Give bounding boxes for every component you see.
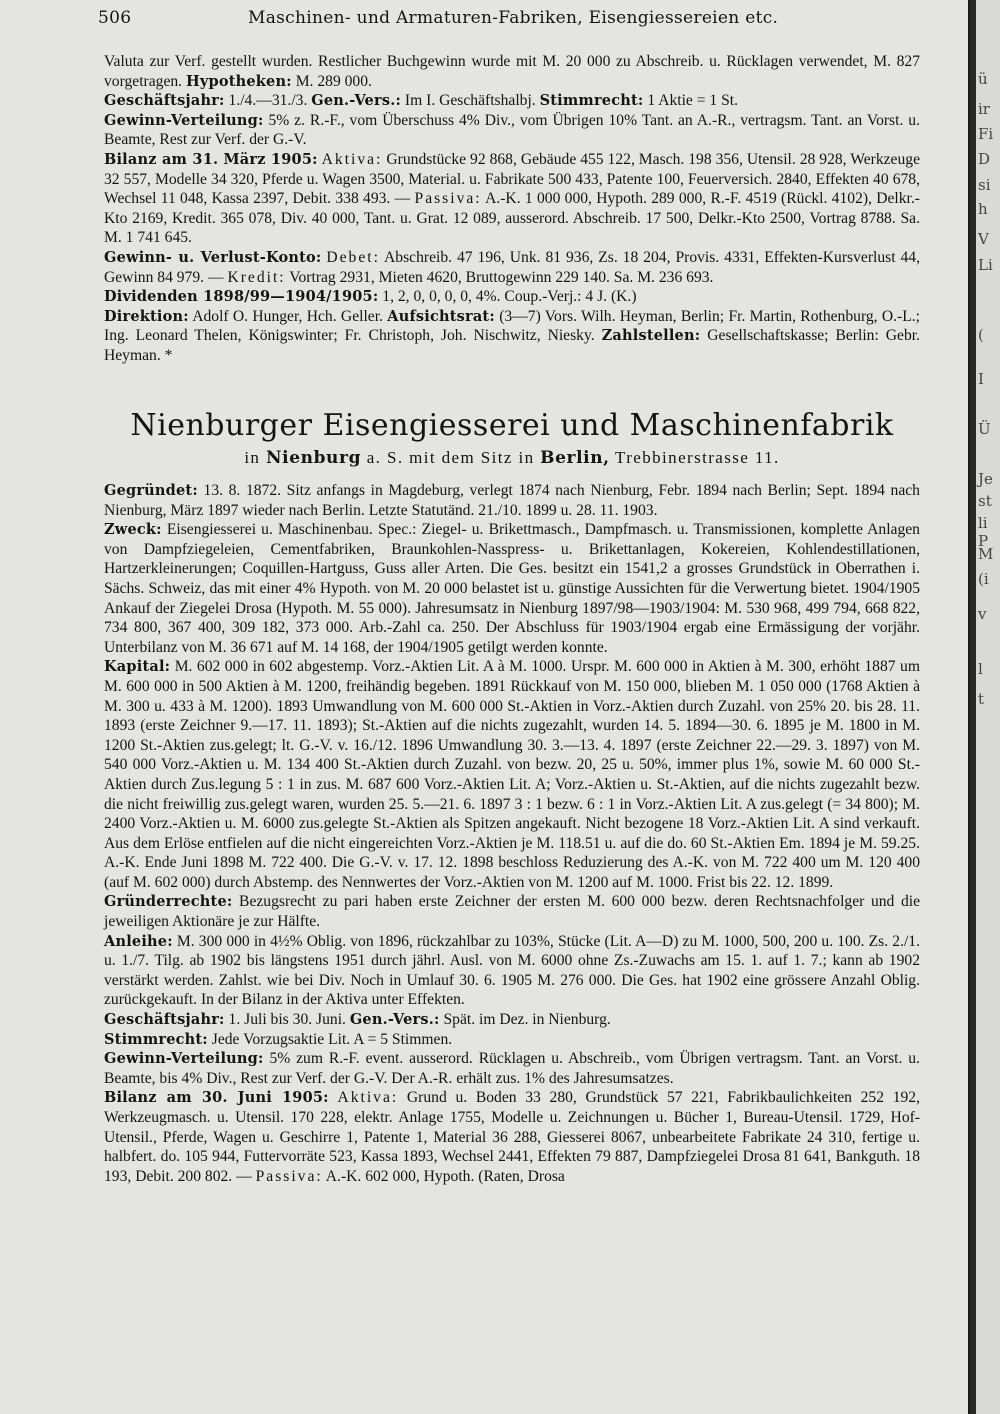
- edge-mark: Je: [978, 470, 993, 488]
- stimmrecht-text: 1 Aktie = 1 St.: [647, 92, 739, 110]
- gen-vers-text: Spät. im Dez. in Nienburg.: [443, 1011, 611, 1029]
- gen-vers-label: Gen.-Vers.:: [311, 92, 401, 110]
- meta-paragraph: [104, 91, 920, 111]
- geschaeftsjahr-text: 1./4.—31./3.: [228, 92, 308, 110]
- zweck-text: Eisengiesserei u. Maschinenbau. Spec.: Ziegel- u. Brikettmasch., Dampfmasch. u. Transmissionen, komplette Anlagen von Dampfziegeleien, Cementfabriken, Braunkohlen-Nasspress- u. Brikettanlagen, Kokereien, Kohlendestillationen, Hartzerkleinerungen; Coquillen-Hartguss, Guss aller Arten. Die Ges. besitzt ein 1541,2 a grosses Grundstück in Oberrathen i. Sächs. Schweiz, das mit einer 4% Hypoth. von M. 20 000 belastet ist u. günstige Aussichten für die Verwertung bietet. 1904/1905 Ankauf der Ziegelei Drosa (Hypoth. M. 55 000). Jahresumsatz in Nienburg 1897/98—1903/1904: M. 530 968, 499 794, 668 822, 734 800, 367 400, 309 182, 373 000. Arb.-Zahl ca. 250. Der Abschluss für 1903/1904 ergab eine Ermässigung der vorjähr. Unterbilanz von M. 36 671 auf M. 14 168, der 1904/1905 getilgt werden konnte.: [104, 521, 920, 656]
- edge-mark: (: [978, 326, 984, 344]
- adjacent-page-strip: [976, 0, 1000, 1414]
- gewinn-text: 5% z. R.-F., vom Überschuss 4% Div., vom Übrigen 10% Tant. an A.-R., vertragsm. Tant. an Vorst. u. Beamte, Rest zur Verf. der G.-V.: [104, 111, 920, 149]
- anleihe-text: M. 300 000 in 4½% Oblig. von 1896, rückzahlbar zu 103%, Stücke (Lit. A—D) zu M. 1000, 500, 200 u. 100. Zs. 2./1. u. 1./7. Tilg. ab 1902 bis längstens 1951 durch jährl. Ausl. von M. 6000 ohne Zs.-Zuwachs am 15. 1. auf 1. 7.; kann ab 1902 verstärkt werden. Zahlst. wie bei Div. Noch in Umlauf 30. 6. 1905 M. 276 000. Die Ges. hat 1902 eine grössere Anzahl Oblig. zurückgekauft. In der Bilanz in der Aktiva unter Effekten.: [104, 932, 920, 1009]
- geschaeftsjahr-label: Geschäftsjahr:: [104, 92, 225, 110]
- kapital-paragraph: [104, 657, 920, 892]
- gegruendet-paragraph: [104, 481, 920, 520]
- running-title: Maschinen- und Armaturen-Fabriken, Eisengiessereien etc.: [248, 8, 779, 28]
- stimmrecht-text: Jede Vorzugsaktie Lit. A = 5 Stimmen.: [211, 1030, 453, 1048]
- subtitle-address: Trebbinerstrasse 11.: [615, 448, 780, 467]
- guv-paragraph: [104, 248, 920, 287]
- aufsichtsrat-label: Aufsichtsrat:: [387, 307, 495, 325]
- passiva-word: Passiva:: [414, 190, 482, 208]
- company-title: Nienburger Eisengiesserei und Maschinenfabrik: [130, 408, 894, 443]
- geschaeftsjahr-label: Geschäftsjahr:: [104, 1011, 225, 1029]
- edge-mark: ü: [978, 70, 988, 88]
- edge-mark: si: [978, 176, 991, 194]
- bilanz-paragraph: [104, 150, 920, 248]
- guv-label: Gewinn- u. Verlust-Konto:: [104, 248, 322, 266]
- edge-mark: Li: [978, 256, 993, 274]
- kredit-text: Vortrag 2931, Mieten 4620, Bruttogewinn 229 140. Sa. M. 236 693.: [289, 268, 714, 286]
- edge-mark: h: [978, 200, 988, 218]
- gen-vers-text: Im I. Geschäftshalbj.: [404, 92, 536, 110]
- intro-paragraph: [104, 52, 920, 91]
- aktiva-text: Grund u. Boden 33 280, Grundstück 57 221, Fabrikbaulichkeiten 252 192, Werkzeugmasch. u. Utensil. 170 228, elektr. Anlage 1755, Modelle u. Zeichnungen u. Bücher 1, Bureau-Utensil. 1729, Hof-Utensil., Pferde, Wagen u. Geschirre 1, Patente 1, Material 36 288, Giesserei 8067, unbearbeitete Fabrikate 24 310, fertige u. halbfert. do. 105 944, Futtervorräte 523, Kassa 1893, Wechsel 2441, Effekten 79 887, Dampfziegelei Drosa 81 641, Bankguth. 18 193, Debit. 200 802. —: [104, 1089, 920, 1185]
- gegruendet-label: Gegründet:: [104, 482, 198, 499]
- subtitle-seat: Berlin,: [540, 448, 610, 468]
- passiva-word: Passiva:: [255, 1167, 323, 1185]
- zweck-label: Zweck:: [104, 521, 162, 539]
- kapital-text: M. 602 000 in 602 abgestemp. Vorz.-Aktien Lit. A à M. 1000. Urspr. M. 600 000 in Aktien à M. 300, erhöht 1887 um M. 600 000 in 500 Aktien à M. 1200, freihändig begeben. 1891 Rückkauf von M. 150 000, blieben M. 1 050 000 (1768 Aktien à M. 300 u. 433 à M. 1200). 1893 Umwandlung von M. 600 000 St.-Aktien in Vorz.-Aktien durch Zuzahl. von 25% 20. bis 28. 11. 1893 (erste Zeichner 9.—17. 11. 1893); St.-Aktien auf die nichts zugezahlt, wurden 14. 5. 1894—30. 6. 1895 je M. 1800 in M. 1200 St.-Aktien zus.gelegt; lt. G.-V. v. 16./12. 1896 Umwandlung 30. 3.—13. 4. 1897 (erste Zeichner 22.—29. 3. 1897) von M. 540 000 Vorz.-Aktien u. M. 134 400 St.-Aktien durch Zuzahl. von bezw. 20, 25 u. 50%, immer plus 1%, sowie M. 60 000 St.-Aktien durch Zus.legung 5 : 1 in zus. M. 687 600 Vorz.-Aktien Lit. A; Vorz.-Aktien u. St.-Aktien, auf die nichts zugezahlt bezw. die nicht freiwillig zus.gelegt waren, wurden 25. 5.—21. 6. 1897 3 : 1 bezw. 6 : 1 in Vorz.-Aktien Lit. A zus.gelegt (= 34 800); M. 2400 Vorz.-Aktien u. M. 6000 zus.gelegte St.-Aktien als Spitzen angekauft. Nicht bezogene 18 Vorz.-Aktien Lit. A sind verkauft. Aus dem Erlöse entfielen auf die nicht eingereichten Vorz.-Aktien je M. 118.51 u. auf die do. 60 St.-Aktien Em. 1894 je M. 59.25. A.-K. Ende Juni 1898 M. 722 400. Die G.-V. v. 17. 12. 1898 beschloss Reduzierung des A.-K. von M. 722 400 um M. 120 400 (auf M. 602 000) durch Abstemp. des Nennwertes der Vorz.-Aktien von M. 1200 auf M. 1000. Frist bis 22. 12. 1899.: [104, 658, 920, 891]
- previous-company-entry: [104, 52, 920, 366]
- subtitle-pre: in: [244, 448, 261, 467]
- gruenderrechte-text: Bezugsrecht zu pari haben erste Zeichner der ersten M. 600 000 bezw. deren Rechtsnachfolger und die jeweiligen Aktionäre je zur Hälfte.: [104, 893, 920, 931]
- stimmrecht-label: Stimmrecht:: [104, 1030, 208, 1048]
- zahlstellen-label: Zahlstellen:: [601, 327, 701, 345]
- direktion-label: Direktion:: [104, 307, 189, 325]
- company-entry: [104, 481, 920, 1186]
- edge-mark: li: [978, 514, 988, 532]
- gewinn-label: Gewinn-Verteilung:: [104, 111, 264, 129]
- zweck-paragraph: [104, 520, 920, 657]
- stimmrecht-paragraph: [104, 1030, 920, 1050]
- bilanz-label: Bilanz am 31. März 1905:: [104, 150, 318, 168]
- edge-mark: t: [978, 690, 985, 708]
- edge-mark: I: [978, 370, 984, 388]
- subtitle-mid: a. S. mit dem Sitz in: [366, 448, 535, 467]
- edge-mark: Fi: [978, 125, 994, 143]
- gruenderrechte-label: Gründerrechte:: [104, 893, 233, 911]
- aktiva-word: Aktiva:: [337, 1089, 399, 1107]
- geschaeftsjahr-paragraph: [104, 1010, 920, 1030]
- aktiva-word: Aktiva:: [321, 150, 383, 168]
- gewinn-text: 5% zum R.-F. event. ausserord. Rücklagen u. Abschreib., vom Übrigen vertragsm. Tant. an Vorst. u. Beamte, bis 4% Div., Rest zur Verf. der G.-V. Der A.-R. erhält zus. 1% des Jahresumsatzes.: [104, 1050, 920, 1087]
- geschaeftsjahr-text: 1. Juli bis 30. Juni.: [228, 1011, 346, 1029]
- edge-mark: P: [978, 532, 989, 550]
- dividenden-label: Dividenden 1898/99—1904/1905:: [104, 288, 379, 306]
- company-subtitle: [104, 448, 920, 468]
- hypotheken-label: Hypotheken:: [186, 72, 292, 90]
- stimmrecht-label: Stimmrecht:: [539, 92, 644, 110]
- edge-mark: V: [978, 230, 989, 248]
- gewinn-paragraph: [104, 111, 920, 150]
- passiva-text: A.-K. 602 000, Hypoth. (Raten, Drosa: [325, 1167, 565, 1185]
- kapital-label: Kapital:: [104, 658, 171, 676]
- edge-mark: ir: [978, 100, 990, 118]
- kredit-word: Kredit:: [227, 268, 286, 286]
- dividenden-text: 1, 2, 0, 0, 0, 0, 4%. Coup.-Verj.: 4 J. (K.): [382, 288, 637, 306]
- subtitle-city: Nienburg: [266, 448, 362, 468]
- gruenderrechte-paragraph: [104, 892, 920, 931]
- bilanz-paragraph: [104, 1088, 920, 1186]
- gewinn-paragraph: [104, 1049, 920, 1088]
- bilanz-label: Bilanz am 30. Juni 1905:: [104, 1089, 329, 1107]
- hypotheken-text: M. 289 000.: [295, 72, 372, 90]
- edge-mark: M: [978, 545, 994, 563]
- edge-mark: v: [978, 605, 987, 623]
- passiva-text: A.-K. 1 000 000, Hypoth. 289 000, R.-F. 4519 (Rückl. 4102), Delkr.-Kto 2169, Kredit. 365 078, Div. 40 000, Tant. u. Grat. 12 089, ausserord. Abschreib. 17 500, Delkr.-Kto 2500, Vortrag 8788. Sa. M. 1 741 645.: [104, 190, 920, 247]
- aufsichtsrat-text: (3—7) Vors. Wilh. Heyman, Berlin; Fr. Martin, Rothenburg, O.-L.; Ing. Leonard Thelen, Königswinter; Fr. Christoph, Joh. Nischwitz, Niesky.: [104, 307, 920, 345]
- edge-mark: l: [978, 660, 983, 678]
- aktiva-text: Grundstücke 92 868, Gebäude 455 122, Masch. 198 356, Utensil. 28 928, Werkzeuge 32 557, Modelle 34 320, Pferde u. Wagen 3500, Material. u. Fabrikate 500 433, Patente 100, Feuerversich. 2840, Effekten 40 678, Wechsel 11 048, Kassa 2397, Debit. 338 493. —: [104, 150, 920, 208]
- edge-mark: (i: [978, 570, 989, 588]
- anleihe-label: Anleihe:: [104, 932, 173, 950]
- edge-mark: Ü: [978, 420, 991, 438]
- debet-word: Debet:: [326, 248, 380, 266]
- gewinn-label: Gewinn-Verteilung:: [104, 1050, 264, 1068]
- intro-text: Valuta zur Verf. gestellt wurden. Restlicher Buchgewinn wurde mit M. 20 000 zu Abschreib. u. Rücklagen verwendet, M. 827 vorgetragen.: [104, 53, 920, 90]
- gen-vers-label: Gen.-Vers.:: [349, 1011, 440, 1029]
- edge-mark: st: [978, 492, 992, 510]
- gegruendet-text: 13. 8. 1872. Sitz anfangs in Magdeburg, verlegt 1874 nach Nienburg, Febr. 1894 nach Berlin; Sept. 1894 nach Nienburg, März 1897 wieder nach Berlin. Letzte Statutänd. 21./10. 1899 u. 28. 11. 1903.: [104, 482, 920, 519]
- edge-mark: D: [978, 150, 991, 168]
- debet-text: Abschreib. 47 196, Unk. 81 936, Zs. 18 204, Provis. 4331, Effekten-Kursverlust 44, Gewinn 84 979. —: [104, 248, 920, 286]
- page-number: 506: [98, 8, 132, 28]
- dividenden-paragraph: [104, 287, 920, 307]
- direktion-text: Adolf O. Hunger, Hch. Geller.: [192, 307, 383, 325]
- anleihe-paragraph: [104, 932, 920, 1010]
- zahlstellen-text: Gesellschaftskasse; Berlin: Gebr. Heyman. *: [104, 327, 920, 364]
- direktion-paragraph: [104, 307, 920, 366]
